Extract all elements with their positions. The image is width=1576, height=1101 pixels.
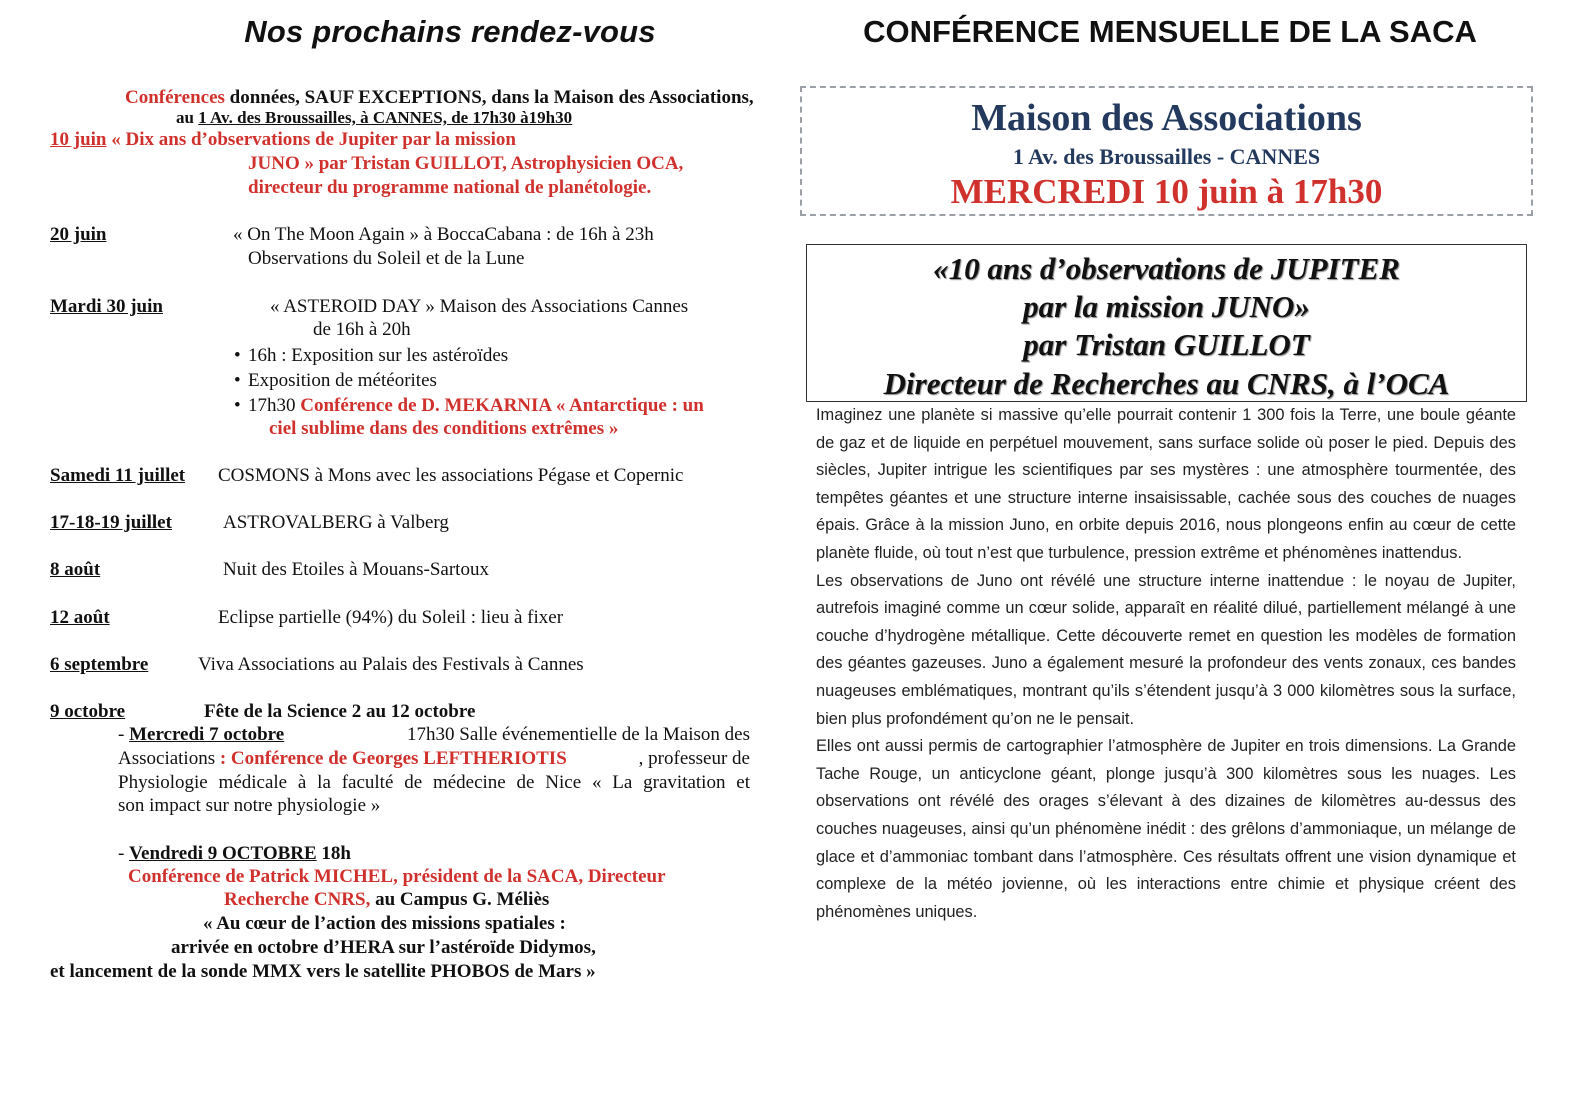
science-vendredi-time: 18h bbox=[316, 843, 351, 864]
science-l2-red: : Conférence de Georges LEFTHERIOTIS bbox=[215, 748, 567, 769]
abstract-paragraph-3: Elles ont aussi permis de cartographier l’atmosphère de Jupiter en trois dimensions. La Grande Tache Rouge, un anticyclone géant, plonge jusqu’à 300 kilomètres sous les nuages. Les observations ont révélé des orages s’élevant à des dizaines de kilomètres au-dessus des couches nuageuses, ainsi qu’un phénomène inédit : des grêlons d’ammoniaque, un mélange de glace et d’ammoniac tombant dans l’atmosphère. Ces résultats offrent une vision dynamique et complexe de la météo jovienne, où les interactions entre chimie et physique créent des phénomènes uniques. bbox=[816, 737, 1516, 921]
bullet-icon: • bbox=[234, 345, 241, 366]
venue-address: 1 Av. des Broussailles - CANNES bbox=[1012, 144, 1321, 169]
left-page-title: Nos prochains rendez-vous bbox=[244, 14, 656, 49]
asteroid-bullet-3-time: 17h30 bbox=[248, 395, 301, 416]
science-dash-2: - bbox=[118, 843, 130, 864]
asteroid-bullet-3-line-2: ciel sublime dans des conditions extrêmes » bbox=[269, 418, 619, 439]
science-vendredi-title-3: et lancement de la sonde MMX vers le satellite PHOBOS de Mars » bbox=[50, 961, 596, 982]
science-sub-date: Mercredi 7 octobre bbox=[129, 724, 285, 745]
event-cosmons-date: Samedi 11 juillet bbox=[50, 465, 186, 486]
talk-title-line-1: «10 ans d’observations de JUPITER bbox=[933, 251, 1400, 286]
event-viva-text: Viva Associations au Palais des Festivals à Cannes bbox=[198, 654, 584, 675]
abstract-paragraph-1: Imaginez une planète si massive qu’elle pourrait contenir 1 300 fois la Terre, une boule géante de gaz et de liquide en perpétuel mouvement, sans surface solide où poser le pied. Depuis des siècles, Jupiter intrigue les scientifiques par ses mystères : une atmosphère tourmentée, des tempêtes géantes et une structure interne insaisissable, cachée sous des couches de nuages épais. Grâce à la mission Juno, en orbite depuis 2016, nous plongeons enfin au cœur de cette planète fluide, où tout n’est que turbulence, pression extrême et phénomènes inattendus. bbox=[816, 406, 1516, 562]
right-page-title: CONFÉRENCE MENSUELLE DE LA SACA bbox=[863, 14, 1477, 49]
event-valberg-date: 17-18-19 juillet bbox=[50, 512, 172, 533]
science-vendredi-line-3 bbox=[224, 888, 549, 912]
event-valberg-text: ASTROVALBERG à Valberg bbox=[223, 512, 449, 533]
science-l2-b: , professeur de bbox=[638, 748, 750, 769]
asteroid-bullet-1-text: 16h : Exposition sur les astéroïdes bbox=[248, 345, 509, 366]
event-asteroid-line-2: de 16h à 20h bbox=[313, 319, 411, 340]
event-nuit-date: 8 août bbox=[50, 559, 101, 580]
event-juno-line-1 bbox=[50, 128, 516, 152]
asteroid-bullet-1 bbox=[234, 344, 508, 368]
intro-rest: données, SAUF EXCEPTIONS, dans la Maison des Associations, bbox=[224, 87, 754, 108]
science-l2-a: Associations bbox=[118, 748, 216, 769]
science-sub-line-2 bbox=[118, 747, 750, 771]
event-juno-line-2: JUNO » par Tristan GUILLOT, Astrophysicien OCA, bbox=[248, 153, 684, 174]
venue-name: Maison des Associations bbox=[971, 97, 1362, 139]
bullet-icon: • bbox=[234, 395, 241, 416]
event-moon-line-1: « On The Moon Again » à BoccaCabana : de 16h à 23h bbox=[233, 224, 654, 245]
science-sub-line-1 bbox=[118, 723, 750, 747]
event-moon-line-2: Observations du Soleil et de la Lune bbox=[248, 248, 525, 269]
intro-address: 1 Av. des Broussailles, à CANNES, de 17h30 à19h30 bbox=[198, 108, 573, 127]
event-juno-line-3: directeur du programme national de planétologie. bbox=[248, 177, 652, 198]
science-vendredi-place: au Campus G. Méliès bbox=[370, 889, 550, 910]
event-science-date: 9 octobre bbox=[50, 701, 126, 722]
science-vendredi-title-1: « Au cœur de l’action des missions spatiales : bbox=[203, 913, 566, 934]
event-juno-text-1: « Dix ans d’observations de Jupiter par la mission bbox=[106, 129, 516, 150]
science-vendredi-date: Vendredi 9 OCTOBRE bbox=[129, 843, 317, 864]
science-vendredi-line bbox=[118, 842, 351, 866]
science-vendredi-red-2: Recherche CNRS, bbox=[224, 889, 371, 910]
bullet-icon: • bbox=[234, 370, 241, 391]
event-cosmons-text: COSMONS à Mons avec les associations Pégase et Copernic bbox=[218, 465, 684, 486]
abstract-paragraph-2: Les observations de Juno ont révélé une structure interne inattendue : le noyau de Jupiter, autrefois imaginé comme un cœur solide, apparaît en réalité dilué, partiellement mélangé à une couche d’hydrogène métallique. Cette découverte remet en question les modèles de formation des géantes gazeuses. Juno a également mesuré la profondeur des vents zonaux, ces bandes nuageuses emblématiques, montrant qu’ils s’étendent jusqu’à 3 000 kilomètres sous la surface, bien plus profondément qu’on ne le pensait. bbox=[816, 571, 1516, 728]
science-sub-line-3: Physiologie médicale à la faculté de médecine de Nice « La gravitation et bbox=[118, 772, 750, 793]
venue-date: MERCREDI 10 juin à 17h30 bbox=[950, 172, 1383, 211]
asteroid-bullet-2-text: Exposition de météorites bbox=[248, 370, 437, 391]
talk-speaker-role: Directeur de Recherches au CNRS, à l’OCA bbox=[883, 366, 1450, 401]
intro-line-2 bbox=[176, 106, 572, 130]
event-asteroid-line-1: « ASTEROID DAY » Maison des Associations Cannes bbox=[270, 296, 689, 317]
event-eclipse-date: 12 août bbox=[50, 607, 110, 628]
science-sub-rest: 17h30 Salle événementielle de la Maison des bbox=[407, 724, 750, 745]
intro-red-word: Conférences bbox=[125, 87, 225, 108]
science-vendredi-title-2: arrivée en octobre d’HERA sur l’astéroïde Didymos, bbox=[171, 937, 596, 958]
event-science-title: Fête de la Science 2 au 12 octobre bbox=[204, 701, 476, 722]
event-nuit-text: Nuit des Etoiles à Mouans-Sartoux bbox=[223, 559, 489, 580]
science-dash: - bbox=[118, 724, 130, 745]
event-viva-date: 6 septembre bbox=[50, 654, 149, 675]
talk-abstract bbox=[816, 402, 1516, 926]
science-vendredi-red-1: Conférence de Patrick MICHEL, président de la SACA, Directeur bbox=[128, 866, 666, 887]
asteroid-bullet-2 bbox=[234, 369, 437, 393]
asteroid-bullet-3-red: Conférence de D. MEKARNIA « Antarctique : un bbox=[300, 395, 704, 416]
event-juno-date: 10 juin bbox=[50, 129, 107, 150]
intro-au: au bbox=[176, 108, 199, 127]
event-asteroid-date: Mardi 30 juin bbox=[50, 296, 163, 317]
event-eclipse-text: Eclipse partielle (94%) du Soleil : lieu à fixer bbox=[218, 607, 564, 628]
asteroid-bullet-3 bbox=[234, 394, 704, 418]
event-moon-date: 20 juin bbox=[50, 224, 107, 245]
talk-title-line-2: par la mission JUNO» bbox=[1023, 289, 1310, 324]
science-sub-line-4: son impact sur notre physiologie » bbox=[118, 795, 381, 816]
talk-speaker: par Tristan GUILLOT bbox=[1023, 327, 1310, 362]
